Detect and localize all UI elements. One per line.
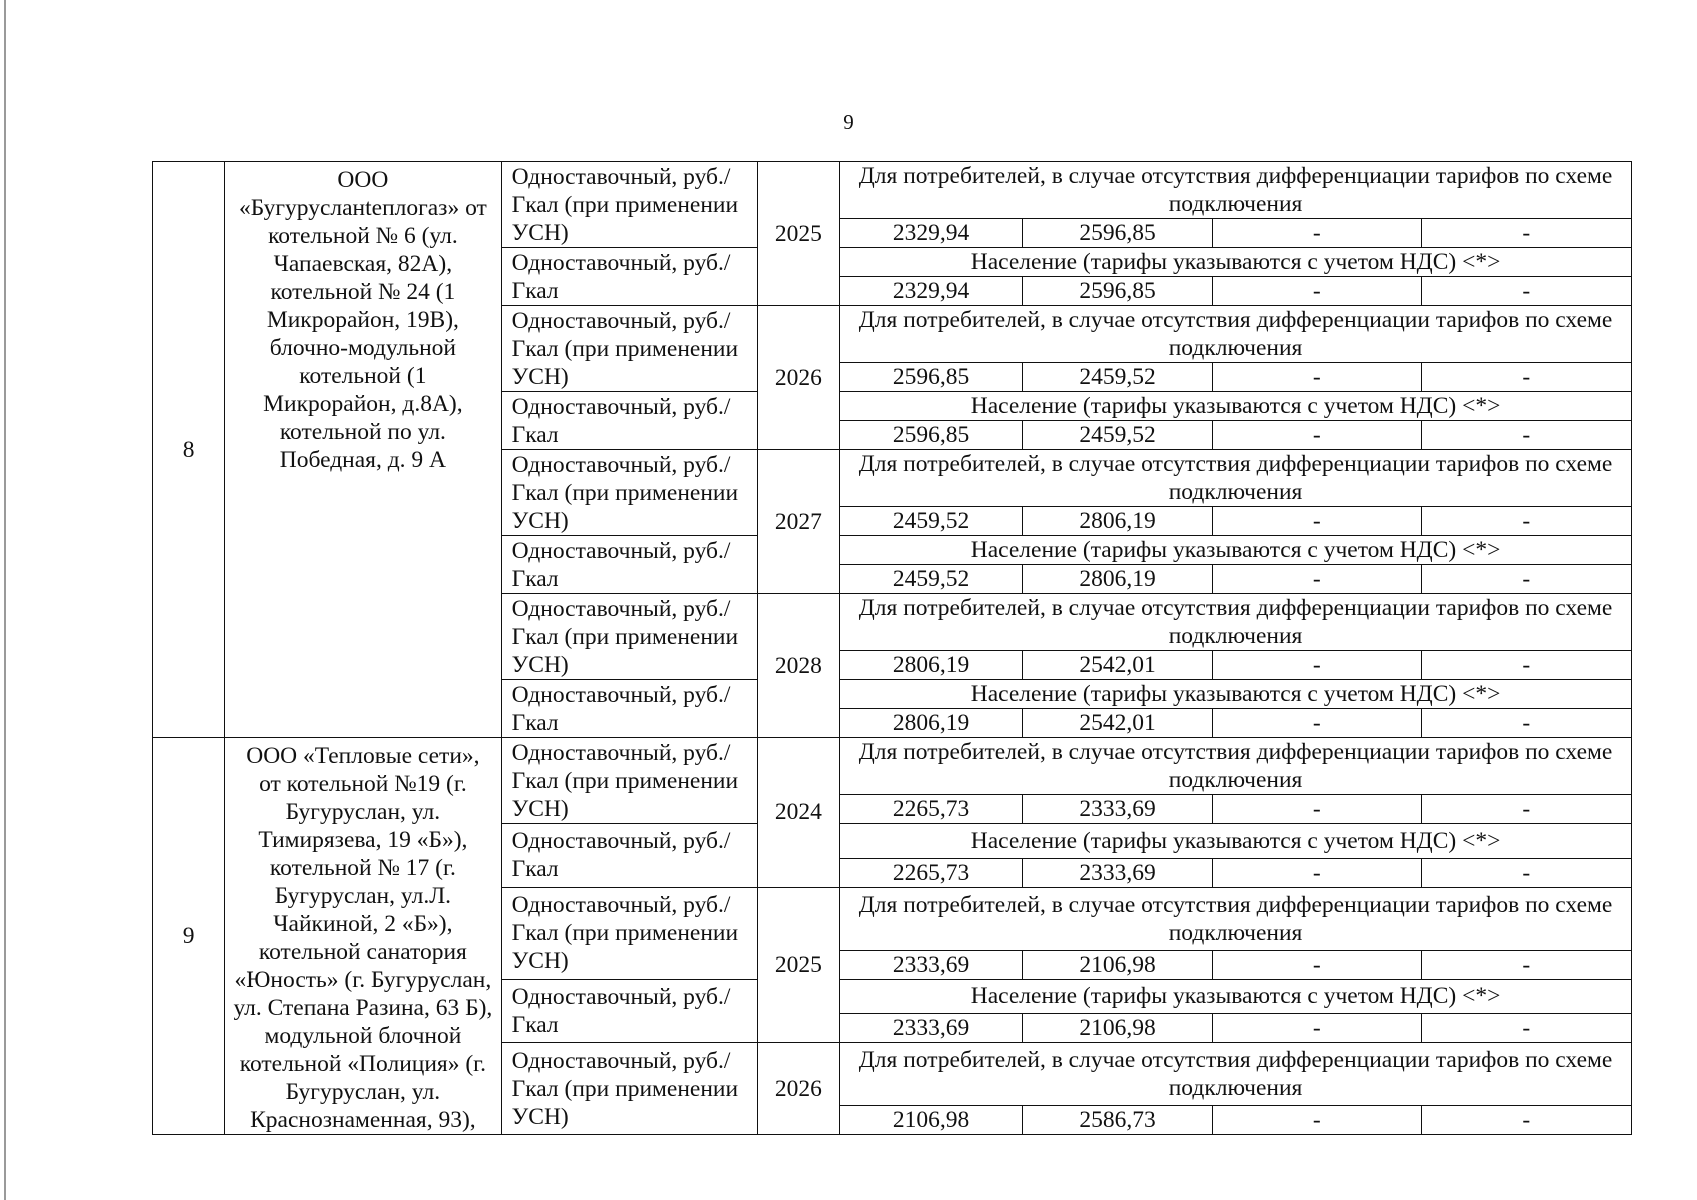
- table-row: [153, 738, 1632, 795]
- tariff-value-h2: 2596,85: [1023, 219, 1213, 248]
- tariff-year: 2024: [757, 738, 839, 888]
- tariff-dash: -: [1421, 858, 1632, 887]
- tariff-type-pop: Одноставочный, руб./Гкал: [501, 536, 757, 594]
- scan-edge-line: [4, 0, 6, 1200]
- tariff-dash: -: [1213, 1106, 1421, 1135]
- tariff-dash: -: [1421, 1106, 1632, 1135]
- tariff-type-pop: Одноставочный, руб./Гкал: [501, 392, 757, 450]
- header-population: Население (тарифы указываются с учетом НДС) <*>: [840, 248, 1632, 277]
- tariff-dash: -: [1421, 950, 1632, 979]
- header-usn: Для потребителей, в случае отсутствия дифференциации тарифов по схеме подключения: [840, 887, 1632, 950]
- tariff-type-usn: Одноставочный, руб./Гкал (при применении УСН): [501, 887, 757, 979]
- tariff-value-h2: 2586,73: [1023, 1106, 1213, 1135]
- tariff-value-h2: 2333,69: [1023, 795, 1213, 824]
- tariff-value-h2: 2106,98: [1023, 950, 1213, 979]
- tariff-dash: -: [1421, 363, 1632, 392]
- tariff-dash: -: [1213, 795, 1421, 824]
- page-number: 9: [843, 110, 854, 134]
- tariff-dash: -: [1421, 565, 1632, 594]
- tariff-year: 2027: [757, 450, 839, 594]
- tariff-dash: -: [1213, 421, 1421, 450]
- tariff-value-h1: 2806,19: [840, 651, 1023, 680]
- tariff-type-pop: Одноставочный, руб./Гкал: [501, 680, 757, 738]
- tariff-dash: -: [1421, 277, 1632, 306]
- tariff-type-pop: Одноставочный, руб./Гкал: [501, 979, 757, 1043]
- tariff-dash: -: [1213, 219, 1421, 248]
- tariff-dash: -: [1213, 507, 1421, 536]
- tariff-type-pop: Одноставочный, руб./Гкал: [501, 248, 757, 306]
- tariff-value-h2: 2542,01: [1023, 709, 1213, 738]
- tariff-value-h1: 2459,52: [840, 565, 1023, 594]
- tariff-value-h1: 2806,19: [840, 709, 1023, 738]
- tariff-dash: -: [1421, 507, 1632, 536]
- tariff-dash: -: [1213, 1014, 1421, 1043]
- header-usn: Для потребителей, в случае отсутствия дифференциации тарифов по схеме подключения: [840, 594, 1632, 651]
- header-population: Население (тарифы указываются с учетом НДС) <*>: [840, 979, 1632, 1014]
- tariff-dash: -: [1213, 709, 1421, 738]
- tariff-value-h1: 2596,85: [840, 363, 1023, 392]
- tariff-type-usn: Одноставочный, руб./Гкал (при применении УСН): [501, 1043, 757, 1135]
- tariff-value-h1: 2333,69: [840, 950, 1023, 979]
- tariff-table: [152, 161, 1632, 1135]
- tariff-dash: -: [1213, 277, 1421, 306]
- tariff-value-h2: 2333,69: [1023, 858, 1213, 887]
- tariff-year: 2025: [757, 887, 839, 1043]
- tariff-dash: -: [1213, 858, 1421, 887]
- tariff-year: 2028: [757, 594, 839, 738]
- tariff-value-h2: 2596,85: [1023, 277, 1213, 306]
- tariff-value-h1: 2265,73: [840, 795, 1023, 824]
- header-population: Население (тарифы указываются с учетом НДС) <*>: [840, 392, 1632, 421]
- tariff-dash: -: [1213, 950, 1421, 979]
- tariff-type-pop: Одноставочный, руб./Гкал: [501, 824, 757, 888]
- tariff-dash: -: [1213, 651, 1421, 680]
- row-number: 9: [153, 738, 225, 1135]
- header-population: Население (тарифы указываются с учетом НДС) <*>: [840, 536, 1632, 565]
- tariff-value-h2: 2459,52: [1023, 363, 1213, 392]
- tariff-year: 2025: [757, 162, 839, 306]
- tariff-dash: -: [1421, 1014, 1632, 1043]
- tariff-type-usn: Одноставочный, руб./Гкал (при применении УСН): [501, 162, 757, 248]
- header-usn: Для потребителей, в случае отсутствия дифференциации тарифов по схеме подключения: [840, 738, 1632, 795]
- tariff-value-h1: 2329,94: [840, 219, 1023, 248]
- header-usn: Для потребителей, в случае отсутствия дифференциации тарифов по схеме подключения: [840, 306, 1632, 363]
- tariff-value-h2: 2459,52: [1023, 421, 1213, 450]
- tariff-value-h1: 2596,85: [840, 421, 1023, 450]
- tariff-dash: -: [1213, 363, 1421, 392]
- header-population: Население (тарифы указываются с учетом НДС) <*>: [840, 824, 1632, 859]
- tariff-value-h1: 2106,98: [840, 1106, 1023, 1135]
- tariff-type-usn: Одноставочный, руб./Гкал (при применении УСН): [501, 738, 757, 824]
- tariff-value-h2: 2542,01: [1023, 651, 1213, 680]
- header-usn: Для потребителей, в случае отсутствия дифференциации тарифов по схеме подключения: [840, 450, 1632, 507]
- organization-name: ООО «Бугурусланteплогаз» от котельной № 6 (ул. Чапаевская, 82А), котельной № 24 (1 Микрорайон, 19В), блочно-модульной котельной (1 Микрорайон, д.8А), котельной по ул. Победная, д. 9 А: [225, 162, 501, 738]
- header-population: Население (тарифы указываются с учетом НДС) <*>: [840, 680, 1632, 709]
- tariff-dash: -: [1421, 651, 1632, 680]
- tariff-dash: -: [1421, 709, 1632, 738]
- tariff-value-h1: 2333,69: [840, 1014, 1023, 1043]
- table-row: [153, 162, 1632, 219]
- tariff-type-usn: Одноставочный, руб./Гкал (при применении УСН): [501, 594, 757, 680]
- tariff-value-h2: 2806,19: [1023, 565, 1213, 594]
- tariff-year: 2026: [757, 1043, 839, 1135]
- organization-name: ООО «Тепловые сети», от котельной №19 (г. Бугуруслан, ул. Тимирязева, 19 «Б»), котельной № 17 (г. Бугуруслан, ул.Л. Чайкиной, 2 «Б»), котельной санатория «Юность» (г. Бугуруслан, ул. Степана Разина, 63 Б), модульной блочной котельной «Полиция» (г. Бугуруслан, ул. Краснознаменная, 93),: [225, 738, 501, 1135]
- header-usn: Для потребителей, в случае отсутствия дифференциации тарифов по схеме подключения: [840, 1043, 1632, 1106]
- tariff-value-h1: 2459,52: [840, 507, 1023, 536]
- tariff-value-h2: 2106,98: [1023, 1014, 1213, 1043]
- tariff-dash: -: [1213, 565, 1421, 594]
- tariff-type-usn: Одноставочный, руб./Гкал (при применении УСН): [501, 450, 757, 536]
- tariff-dash: -: [1421, 219, 1632, 248]
- tariff-dash: -: [1421, 795, 1632, 824]
- tariff-value-h1: 2329,94: [840, 277, 1023, 306]
- tariff-value-h1: 2265,73: [840, 858, 1023, 887]
- tariff-year: 2026: [757, 306, 839, 450]
- header-usn: Для потребителей, в случае отсутствия дифференциации тарифов по схеме подключения: [840, 162, 1632, 219]
- tariff-type-usn: Одноставочный, руб./Гкал (при применении УСН): [501, 306, 757, 392]
- row-number: 8: [153, 162, 225, 738]
- tariff-dash: -: [1421, 421, 1632, 450]
- tariff-value-h2: 2806,19: [1023, 507, 1213, 536]
